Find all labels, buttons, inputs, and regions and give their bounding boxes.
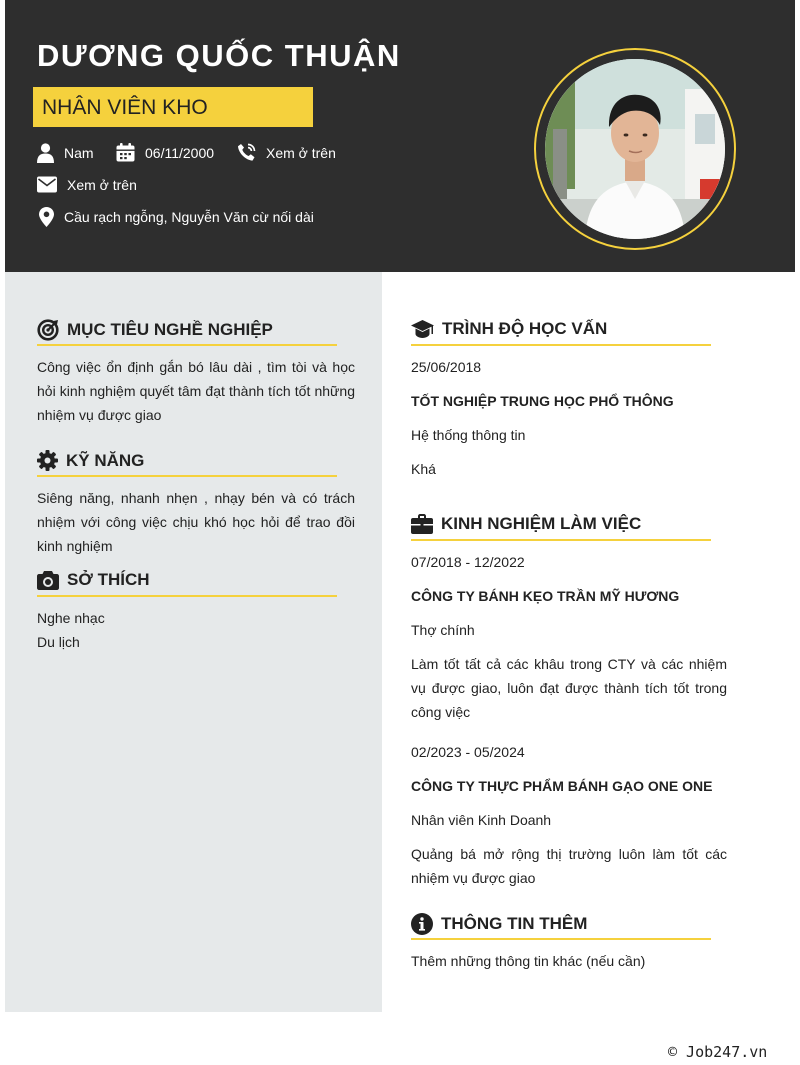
education-section-header [411, 319, 607, 339]
job-position: Nhân viên Kinh Doanh [411, 812, 552, 828]
person-icon [37, 143, 54, 163]
additional-underline [411, 938, 711, 940]
phone-info [237, 143, 336, 162]
graduation-cap-icon [411, 319, 434, 339]
target-icon [37, 319, 59, 341]
gender-info [37, 143, 94, 163]
skills-underline [37, 475, 337, 477]
objective-text: Công việc ổn định gắn bó lâu dài , tìm tòi và học hỏi kinh nghiệm quyết tâm đạt thành tích tốt những nhiệm vụ được giao [37, 359, 355, 423]
job-company: CÔNG TY BÁNH KẸO TRẦN MỸ HƯƠNG [411, 588, 680, 604]
job-title-badge [33, 87, 313, 127]
briefcase-icon [411, 514, 433, 534]
job-period: 07/2018 - 12/2022 [411, 554, 525, 570]
profile-photo-frame [534, 48, 736, 250]
candidate-name: DƯƠNG QUỐC THUẬN [37, 38, 401, 73]
address-value: Cầu rạch ngỗng, Nguyễn Văn cừ nối dài [64, 209, 314, 225]
education-major: Hệ thống thông tin [411, 427, 526, 443]
hobby-item: Du lịch [37, 634, 80, 650]
job-description: Quảng bá mở rộng thị trường luôn làm tốt các nhiệm vụ được giao [411, 846, 727, 886]
gear-icon [37, 450, 58, 471]
footer-copyright: © Job247.vn [668, 1043, 768, 1061]
experience-underline [411, 539, 711, 541]
education-school: TỐT NGHIỆP TRUNG HỌC PHỔ THÔNG [411, 393, 674, 409]
education-underline [411, 344, 711, 346]
envelope-icon [37, 176, 57, 193]
camera-icon [37, 570, 59, 590]
experience-title: KINH NGHIỆM LÀM VIỆC [441, 514, 642, 533]
hobby-item: Nghe nhạc [37, 610, 105, 626]
location-pin-icon [39, 207, 54, 227]
objective-underline [37, 344, 337, 346]
job-title: NHÂN VIÊN KHO [42, 96, 208, 119]
hobbies-section-header [37, 570, 150, 590]
education-grade: Khá [411, 461, 436, 477]
objective-title: MỤC TIÊU NGHỀ NGHIỆP [67, 320, 273, 339]
objective-section-header [37, 319, 273, 341]
phone-value: Xem ở trên [266, 144, 336, 161]
skills-section-header [37, 450, 144, 471]
birthdate-info [116, 143, 214, 162]
phone-icon [237, 143, 256, 162]
calendar-icon [116, 143, 135, 162]
profile-photo [545, 59, 725, 239]
education-date: 25/06/2018 [411, 359, 482, 375]
job-description: Làm tốt tất cả các khâu trong CTY và các nhiệm vụ được giao, luôn đạt được thành tích tốt trong công việc [411, 656, 727, 720]
job-company: CÔNG TY THỰC PHẨM BÁNH GẠO ONE ONE [411, 778, 713, 794]
birthdate-value: 06/11/2000 [145, 144, 215, 161]
skills-text: Siêng năng, nhanh nhẹn , nhạy bén và có trách nhiệm với công việc chịu khó học hỏi để trao đồi kinh nghiệm [37, 490, 355, 554]
hobbies-underline [37, 595, 337, 597]
job-period: 02/2023 - 05/2024 [411, 744, 525, 760]
job-position: Thợ chính [411, 622, 475, 638]
additional-section-header [411, 913, 587, 935]
skills-title: KỸ NĂNG [66, 450, 145, 470]
address-info [39, 207, 314, 227]
email-info [37, 176, 137, 193]
education-title: TRÌNH ĐỘ HỌC VẤN [442, 319, 608, 338]
additional-text: Thêm những thông tin khác (nếu cần) [411, 953, 646, 969]
experience-section-header [411, 514, 641, 534]
email-value: Xem ở trên [67, 176, 137, 193]
info-icon [411, 913, 433, 935]
cv-header [5, 0, 795, 272]
hobbies-title: SỞ THÍCH [67, 570, 150, 589]
additional-title: THÔNG TIN THÊM [441, 914, 588, 933]
gender-value: Nam [64, 145, 94, 161]
